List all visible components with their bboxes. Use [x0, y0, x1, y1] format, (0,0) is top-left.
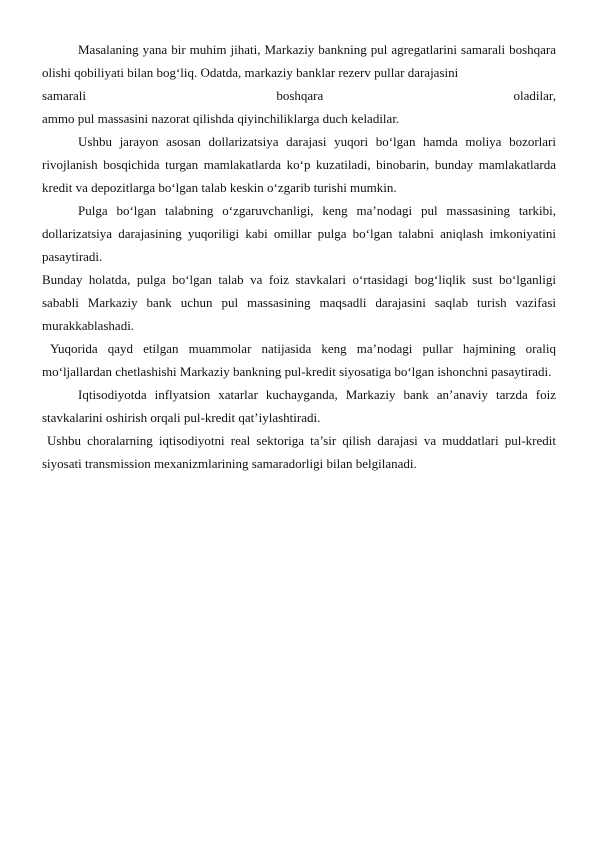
paragraph-3: Pulga bo‘lgan talabning o‘zgaruvchanligi, keng ma’nodagi pul massasining tarkibi, dollarizatsiya darajasining yuqoriligi kabi omillar pulga bo‘lgan talabni aniqlash imkoniyatini pasaytiradi.: [42, 203, 556, 264]
spread-word-2: boshqara: [276, 88, 324, 103]
document-body: [42, 38, 556, 475]
spread-word-3: oladilar,: [513, 88, 556, 103]
paragraph-1-continuation: ammo pul massasini nazorat qilishda qiyinchiliklarga duch keladilar.: [42, 111, 400, 126]
paragraph-1-spread-line: [42, 84, 556, 107]
paragraph-2: Ushbu jarayon asosan dollarizatsiya darajasi yuqori bo‘lgan hamda moliya bozorlari rivojlanish bosqichida turgan mamlakatlarda ko‘p kuzatiladi, binobarin, bunday mamlakatlarda kredit va depozitlarga bo‘lgan talab keskin o‘zgarib turishi mumkin.: [42, 134, 556, 195]
paragraph-5: Yuqorida qayd etilgan muammolar natijasida keng ma’nodagi pullar hajmining oraliq mo‘ljallardan chetlashishi Markaziy bankning pul-kredit siyosatiga bo‘lgan ishonchni pasaytiradi.: [42, 341, 556, 379]
paragraph-1-text: Masalaning yana bir muhim jihati, Markaziy bankning pul agregatlarini samarali boshqara olishi qobiliyati bilan bog‘liq. Odatda, markaziy banklar rezerv pullar darajasini: [42, 42, 556, 80]
paragraph-6: Iqtisodiyotda inflyatsion xatarlar kuchayganda, Markaziy bank an’anaviy tarzda foiz stavkalarini oshirish orqali pul-kredit qat’iylashtiradi.: [42, 387, 556, 425]
spread-word-1: samarali: [42, 88, 87, 103]
paragraph-4: Bunday holatda, pulga bo‘lgan talab va foiz stavkalari o‘rtasidagi bog‘liqlik sust bo‘lganligi sababli Markaziy bank uchun pul massasining maqsadli darajasini saqlab turish vazifasi murakkablashadi.: [42, 272, 556, 333]
paragraph-1: [42, 38, 556, 130]
paragraph-7: Ushbu choralarning iqtisodiyotni real sektoriga ta’sir qilish darajasi va muddatlari pul-kredit siyosati transmission mexanizmlarining samaradorligi bilan belgilanadi.: [42, 433, 556, 471]
